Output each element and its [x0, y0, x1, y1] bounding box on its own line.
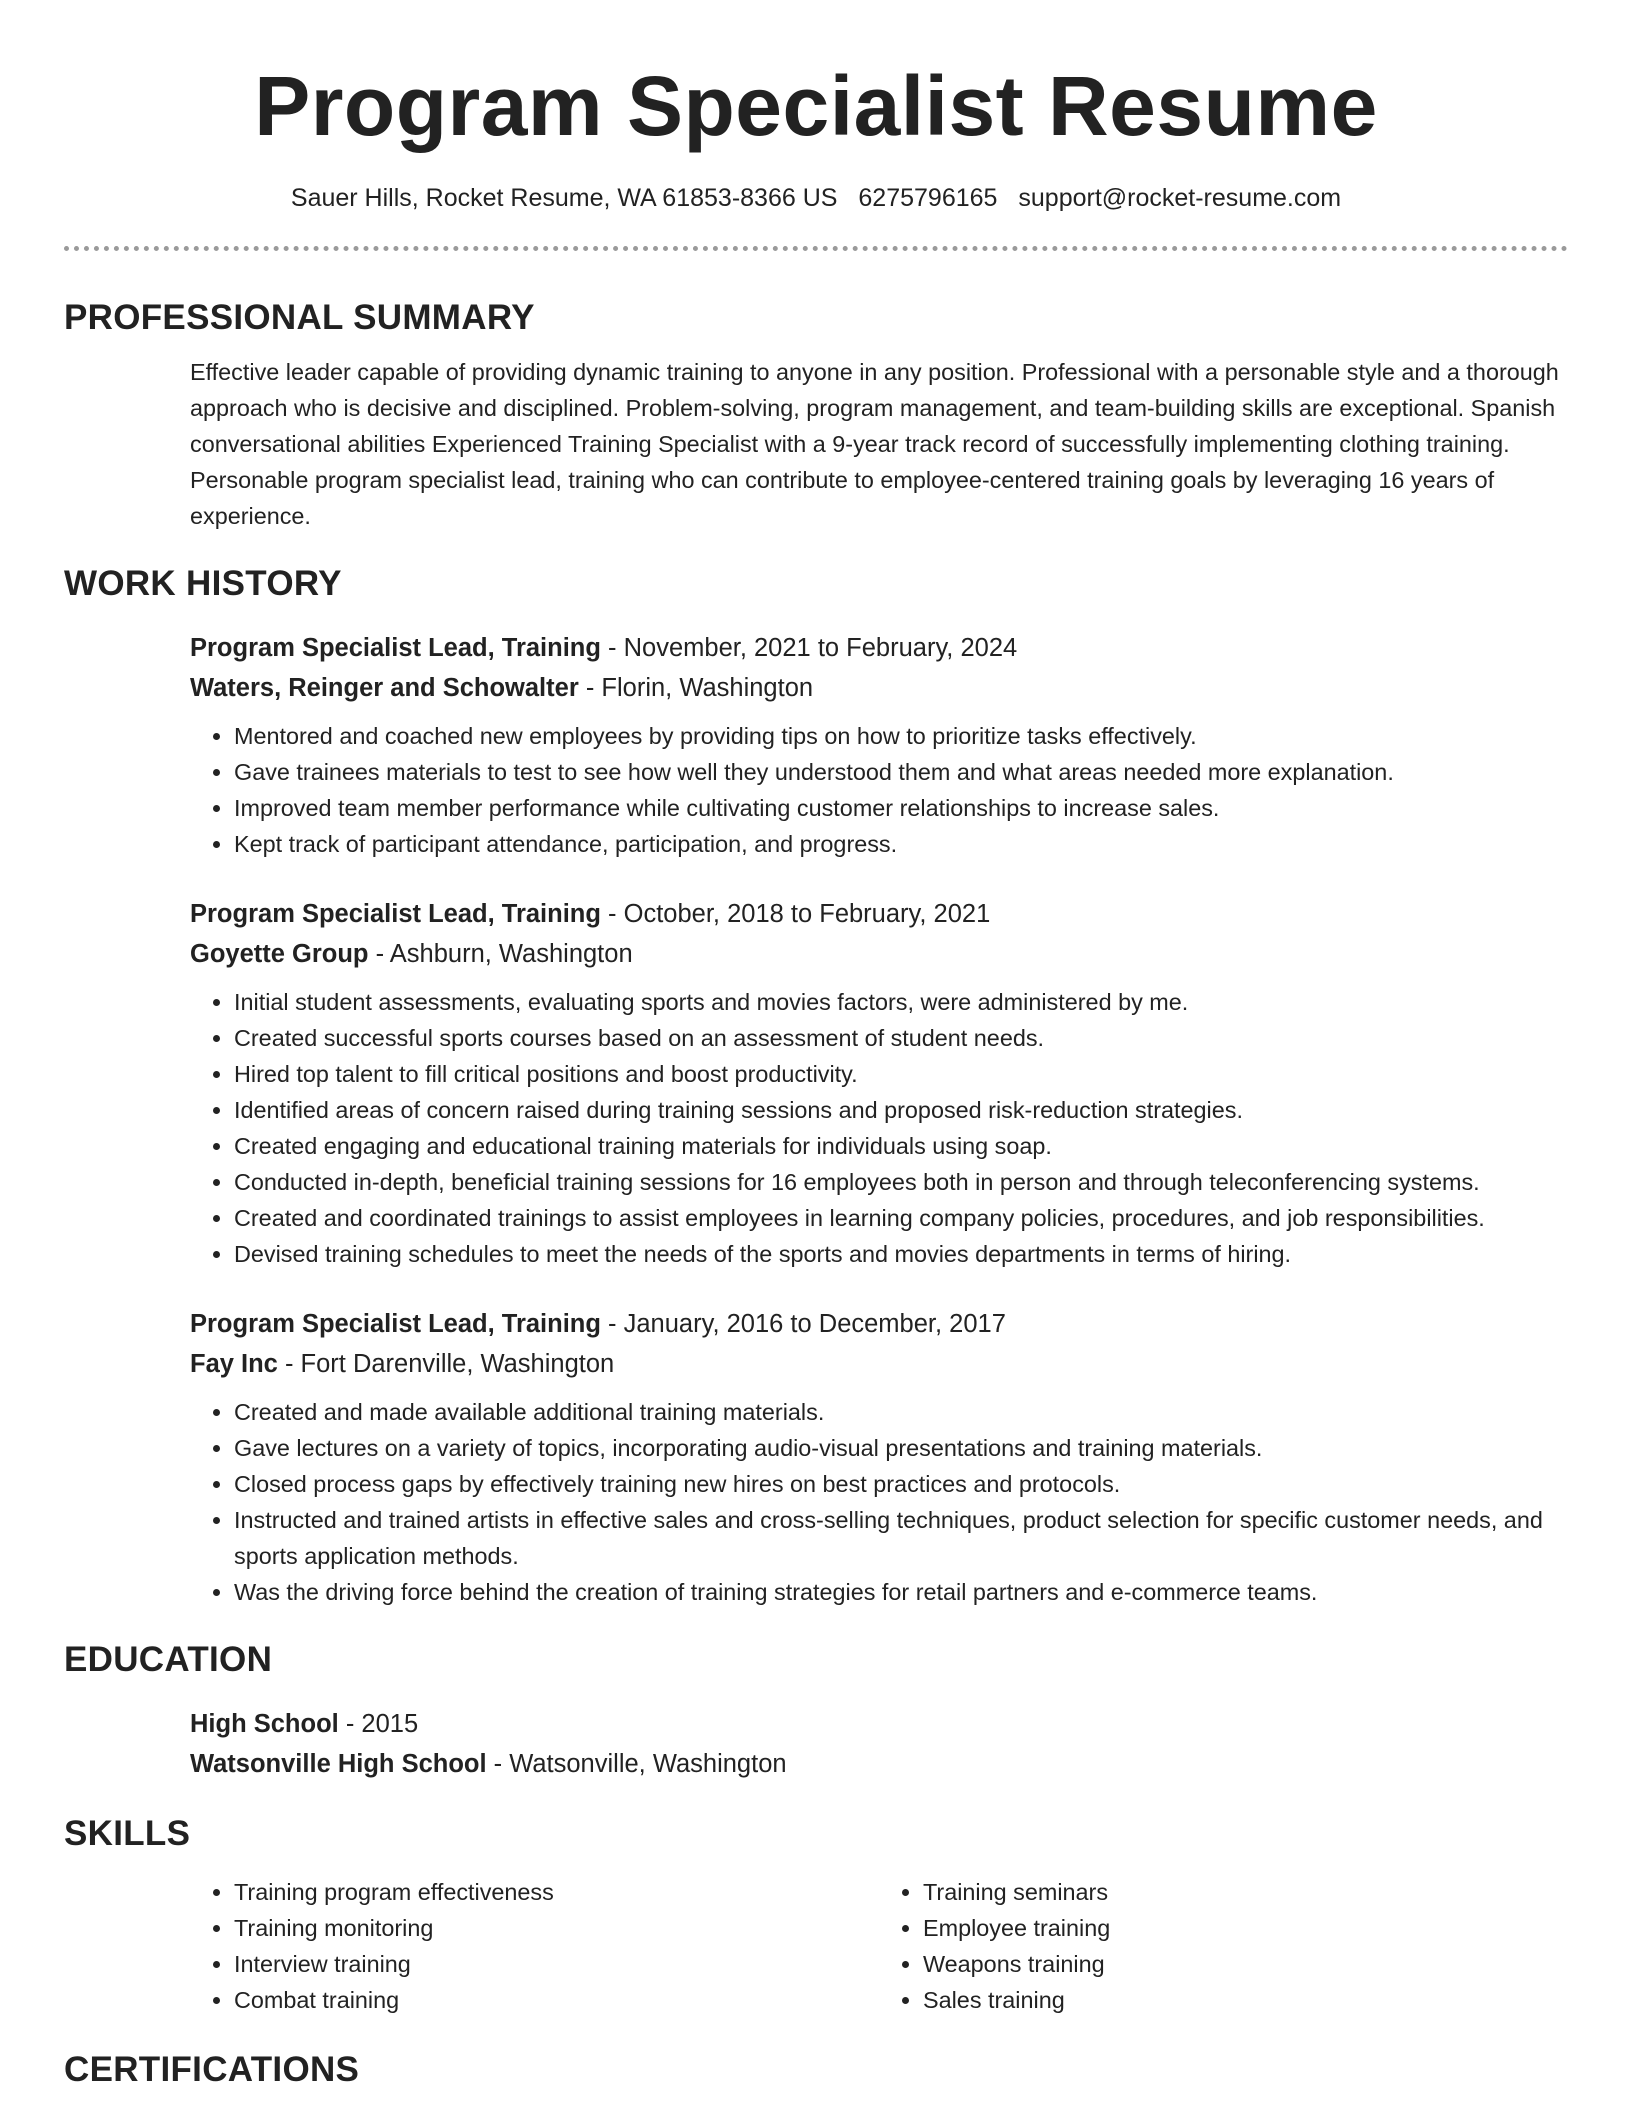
- skills-columns: [190, 1874, 1568, 2018]
- education-heading: EDUCATION: [64, 1640, 273, 1679]
- skill-item: • Sales training: [923, 1982, 1568, 2018]
- job-bullets: [190, 1394, 1568, 1610]
- job-role: Program Specialist Lead, Training: [190, 1310, 601, 1338]
- phone-text: 6275796165: [858, 184, 998, 212]
- skills-left-column: [190, 1874, 879, 2018]
- job-entry: [190, 894, 1568, 974]
- education-school: Watsonville High School: [190, 1750, 487, 1778]
- education-year: - 2015: [338, 1710, 419, 1738]
- job-dates: - October, 2018 to February, 2021: [600, 900, 991, 928]
- job-location: - Ashburn, Washington: [368, 940, 633, 968]
- job-role: Program Specialist Lead, Training: [190, 634, 601, 662]
- job-title-line: [190, 1304, 1568, 1344]
- resume-title: Program Specialist Resume: [254, 59, 1378, 153]
- skill-item: • Interview training: [234, 1946, 879, 1982]
- skills-heading: SKILLS: [64, 1814, 191, 1853]
- job-company-line: [190, 668, 1568, 708]
- skill-item: • Training seminars: [923, 1874, 1568, 1910]
- education-location: - Watsonville, Washington: [486, 1750, 787, 1778]
- skill-item: • Employee training: [923, 1910, 1568, 1946]
- job-company-line: [190, 934, 1568, 974]
- list-item: • Initial student assessments, evaluating sports and movies factors, were administered by me.: [234, 984, 1568, 1020]
- job-entry: [190, 628, 1568, 708]
- job-dates: - November, 2021 to February, 2024: [600, 634, 1018, 662]
- list-item: • Identified areas of concern raised during training sessions and proposed risk-reduction strategies.: [234, 1092, 1568, 1128]
- header-divider: [64, 246, 1568, 251]
- education-school-line: [190, 1744, 1568, 1784]
- contact-line: [64, 180, 1568, 216]
- list-item: • Conducted in-depth, beneficial training sessions for 16 employees both in person and through teleconferencing systems.: [234, 1164, 1568, 1200]
- education-degree: High School: [190, 1710, 339, 1738]
- job-company: Fay Inc: [190, 1350, 278, 1378]
- summary-text: Effective leader capable of providing dynamic training to anyone in any position. Professional with a personable style and a thorough approach who is decisive and disciplined. Problem-solving, program management, and team-building skills are exceptional. Spanish conversational abilities Experienced Training Specialist with a 9-year track record of successfully implementing clothing training. Personable program specialist lead, training who can contribute to employee-centered training goals by leveraging 16 years of experience.: [190, 359, 1559, 529]
- list-item: • Created successful sports courses based on an assessment of student needs.: [234, 1020, 1568, 1056]
- job-company-line: [190, 1344, 1568, 1384]
- job-company: Waters, Reinger and Schowalter: [190, 674, 579, 702]
- list-item: • Was the driving force behind the creation of training strategies for retail partners and e-commerce teams.: [234, 1574, 1568, 1610]
- list-item: • Mentored and coached new employees by providing tips on how to prioritize tasks effectively.: [234, 718, 1568, 754]
- job-entry: [190, 1304, 1568, 1384]
- skills-right-column: [879, 1874, 1568, 2018]
- list-item: • Kept track of participant attendance, participation, and progress.: [234, 826, 1568, 862]
- job-location: - Florin, Washington: [578, 674, 814, 702]
- list-item: • Instructed and trained artists in effective sales and cross-selling techniques, product selection for specific customer needs, and sports application methods.: [234, 1502, 1568, 1574]
- job-bullets: [190, 718, 1568, 862]
- job-dates: - January, 2016 to December, 2017: [600, 1310, 1006, 1338]
- list-item: • Devised training schedules to meet the needs of the sports and movies departments in terms of hiring.: [234, 1236, 1568, 1272]
- summary-heading: PROFESSIONAL SUMMARY: [64, 298, 535, 337]
- work-history-heading: WORK HISTORY: [64, 564, 342, 603]
- certifications-heading: CERTIFICATIONS: [64, 2050, 360, 2089]
- list-item: • Created engaging and educational training materials for individuals using soap.: [234, 1128, 1568, 1164]
- list-item: • Hired top talent to fill critical positions and boost productivity.: [234, 1056, 1568, 1092]
- job-title-line: [190, 628, 1568, 668]
- skill-item: • Combat training: [234, 1982, 879, 2018]
- job-title-line: [190, 894, 1568, 934]
- resume-page: [64, 0, 1568, 2092]
- job-role: Program Specialist Lead, Training: [190, 900, 601, 928]
- email-link[interactable]: support@rocket-resume.com: [1018, 184, 1342, 212]
- address-text: Sauer Hills, Rocket Resume, WA 61853-8366 US: [290, 184, 838, 212]
- list-item: • Gave trainees materials to test to see how well they understood them and what areas needed more explanation.: [234, 754, 1568, 790]
- job-company: Goyette Group: [190, 940, 369, 968]
- skill-item: • Weapons training: [923, 1946, 1568, 1982]
- education-entry: [190, 1704, 1568, 1784]
- list-item: • Created and made available additional training materials.: [234, 1394, 1568, 1430]
- education-degree-line: [190, 1704, 1568, 1744]
- list-item: • Improved team member performance while cultivating customer relationships to increase sales.: [234, 790, 1568, 826]
- job-location: - Fort Darenville, Washington: [277, 1350, 615, 1378]
- list-item: • Created and coordinated trainings to assist employees in learning company policies, procedures, and job responsibilities.: [234, 1200, 1568, 1236]
- list-item: • Gave lectures on a variety of topics, incorporating audio-visual presentations and training materials.: [234, 1430, 1568, 1466]
- list-item: • Closed process gaps by effectively training new hires on best practices and protocols.: [234, 1466, 1568, 1502]
- skill-item: • Training program effectiveness: [234, 1874, 879, 1910]
- job-bullets: [190, 984, 1568, 1272]
- skill-item: • Training monitoring: [234, 1910, 879, 1946]
